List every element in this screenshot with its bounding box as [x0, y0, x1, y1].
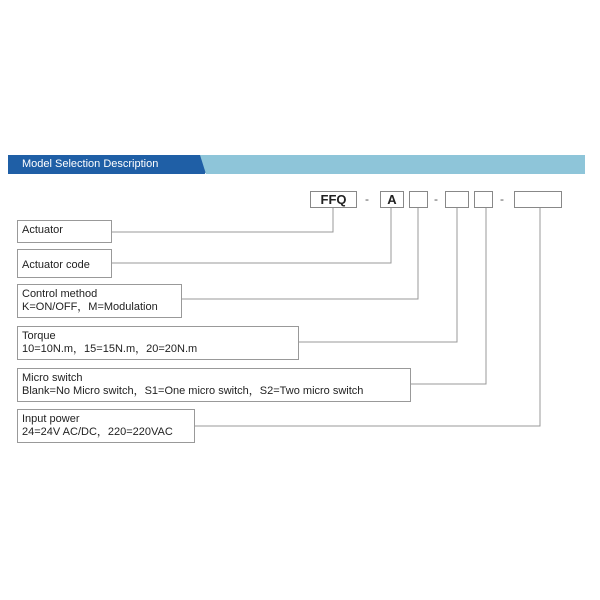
code-box-micro-switch	[474, 191, 493, 208]
connector-torque	[299, 208, 457, 342]
label-torque-desc: 10=10N.m，15=15N.m，20=20N.m	[22, 343, 198, 355]
label-control-method	[17, 284, 182, 318]
label-input-power-title: Input power	[22, 413, 80, 425]
code-box-control-method	[409, 191, 428, 208]
label-control-method-desc: K=ON/OFF，M=Modulation	[22, 301, 158, 313]
code-box-letter: A	[380, 191, 404, 208]
label-actuator-title: Actuator	[22, 224, 63, 236]
connector-actuator	[112, 208, 333, 232]
label-input-power-desc: 24=24V AC/DC，220=220VAC	[22, 426, 173, 438]
label-control-method-title: Control method	[22, 288, 98, 300]
code-dash: -	[500, 192, 504, 206]
connector-control-method	[182, 208, 418, 299]
label-torque	[17, 326, 299, 360]
label-actuator-code-title: Actuator code	[22, 259, 90, 271]
label-torque-title: Torque	[22, 330, 56, 342]
label-micro-switch-title: Micro switch	[22, 372, 83, 384]
code-box-torque	[445, 191, 469, 208]
code-box-prefix: FFQ	[310, 191, 357, 208]
code-box-input-power	[514, 191, 562, 208]
code-dash: -	[434, 192, 438, 206]
code-dash: -	[365, 192, 369, 206]
label-micro-switch	[17, 368, 411, 402]
connector-micro-switch	[411, 208, 486, 384]
label-actuator-code	[17, 249, 112, 278]
label-input-power	[17, 409, 195, 443]
label-micro-switch-desc: Blank=No Micro switch，S1=One micro switch，S2=Two micro switch	[22, 385, 364, 397]
label-actuator	[17, 220, 112, 243]
connector-actuator-code	[112, 208, 391, 263]
banner-title: Model Selection Description	[22, 158, 159, 170]
